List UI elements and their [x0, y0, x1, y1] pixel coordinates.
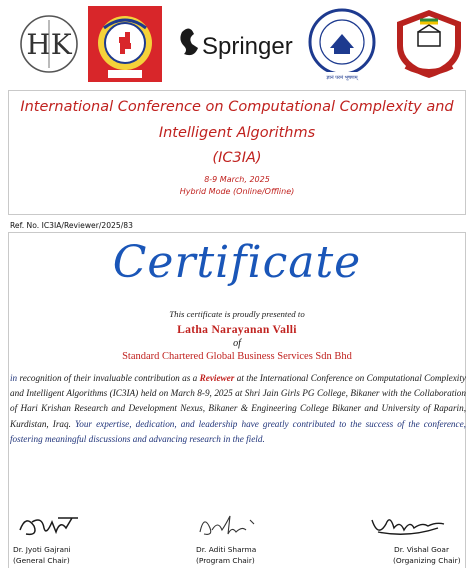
body-text-in: in — [10, 373, 18, 383]
certificate-heading: Certificate — [112, 237, 362, 288]
svg-text:HK: HK — [26, 28, 72, 61]
of-label: of — [233, 338, 241, 349]
body-text-appreciation: Your expertise, dedication, and leadership have greatly contributed to the success of the conference, fostering meaningful discussions and advancing research in the field. — [10, 418, 466, 444]
hk-logo — [14, 6, 84, 82]
springer-logo — [172, 6, 294, 82]
reference-number: Ref. No. IC3IA/Reviewer/2025/83 — [10, 221, 133, 230]
svg-text:ज्ञानं परमं भूषणम्: ज्ञानं परमं भूषणम् — [326, 75, 358, 81]
university-emblem-logo — [88, 6, 162, 82]
signatory-2-role: (Program Chair) — [196, 556, 255, 565]
signatory-1-name: Dr. Jyoti Gajrani — [13, 545, 71, 554]
conference-title-line2: Intelligent Algorithms — [158, 125, 316, 141]
conference-acronym: (IC3IA) — [212, 150, 262, 166]
recipient-name: Latha Narayanan Valli — [177, 323, 297, 336]
university-of-raparin-logo — [390, 6, 468, 82]
conference-dates: 8-9 March, 2025 — [204, 175, 270, 184]
certificate-body-text — [10, 371, 466, 447]
engineering-college-logo — [300, 6, 384, 82]
signature-aditi-sharma — [192, 508, 312, 542]
logo-strip — [0, 0, 474, 88]
signatory-3-role: (Organizing Chair) — [393, 556, 461, 565]
signatory-1-role: (General Chair) — [13, 556, 70, 565]
signature-jyoti-gajrani — [14, 508, 134, 542]
reviewer-role: Reviewer — [199, 373, 235, 383]
conference-title-line1: International Conference on Computational Complexity and — [20, 99, 454, 115]
signatory-2-name: Dr. Aditi Sharma — [196, 545, 257, 554]
svg-text:Springer: Springer — [202, 33, 293, 60]
signature-vishal-goar — [366, 508, 474, 542]
conference-mode: Hybrid Mode (Online/Offline) — [179, 187, 295, 196]
recipient-organization: Standard Chartered Global Business Services Sdn Bhd — [122, 351, 352, 362]
signatory-3-name: Dr. Vishal Goar — [394, 545, 449, 554]
body-text-recognition: recognition of their invaluable contribution as a — [19, 373, 198, 383]
body-text-conference: at the International Conference on Computational Complexity and Intelligent Algorithms (IC3IA) held on March 8-9, 2025 at Shri Jain Girls PG College, Bikaner with the Collaboration of Hari Krishan Research and Development Nexus, Bikaner & Engineering College Bikaner and University of Raparin, Kurdistan, Iraq. — [10, 373, 466, 429]
presented-line: This certificate is proudly presented to — [169, 309, 305, 319]
